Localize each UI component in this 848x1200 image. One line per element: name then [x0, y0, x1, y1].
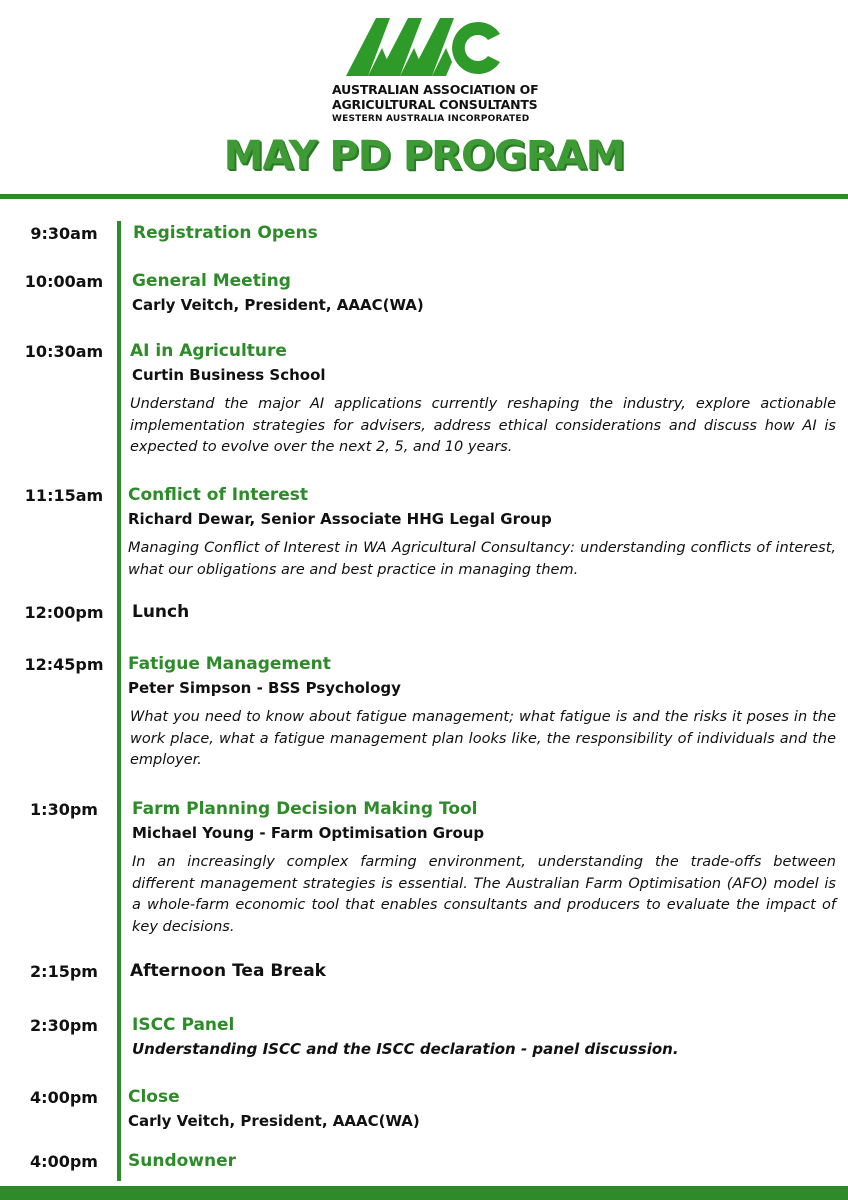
item-title: AI in Agriculture [130, 341, 287, 361]
footer-bar [0, 1186, 848, 1200]
time-label: 4:00pm [30, 1152, 98, 1171]
time-label: 1:30pm [30, 800, 98, 819]
item-presenter: Carly Veitch, President, AAAC(WA) [132, 296, 424, 314]
schedule-item-sundowner [128, 1150, 834, 1172]
item-title: Farm Planning Decision Making Tool [132, 799, 478, 819]
item-presenter: Michael Young - Farm Optimisation Group [132, 824, 485, 842]
time-label: 4:00pm [30, 1088, 98, 1107]
item-presenter: Curtin Business School [132, 366, 326, 384]
item-title: Fatigue Management [128, 654, 331, 674]
schedule-item-close [128, 1086, 834, 1132]
schedule-item-conflict-of-interest [128, 484, 836, 581]
org-name-line-1: AUSTRALIAN ASSOCIATION OF [332, 82, 539, 97]
time-label: 11:15am [24, 486, 104, 505]
schedule-item-general-meeting [132, 270, 838, 316]
time-label: 2:15pm [30, 962, 98, 981]
item-title: Afternoon Tea Break [130, 961, 326, 981]
item-presenter: Carly Veitch, President, AAAC(WA) [128, 1112, 420, 1130]
time-label: 12:00pm [24, 603, 104, 622]
time-label: 2:30pm [30, 1016, 98, 1035]
item-description: What you need to know about fatigue management; what fatigue is and the risks it poses in the work place, what a fatigue management plan looks like, the responsibility of individuals and the employer. [130, 709, 836, 768]
time-label: 9:30am [30, 224, 98, 243]
aaac-logo [338, 12, 518, 78]
item-presenter: Peter Simpson - BSS Psychology [128, 679, 401, 697]
org-name-line-3: WESTERN AUSTRALIA INCORPORATED [332, 114, 530, 124]
schedule-item-fatigue-management [128, 653, 836, 772]
header [0, 0, 848, 195]
item-title: Conflict of Interest [128, 485, 309, 505]
schedule-item-afternoon-tea [130, 960, 836, 982]
time-label: 12:45pm [24, 655, 104, 674]
time-label: 10:30am [24, 342, 104, 361]
timeline-line [117, 221, 121, 1181]
item-description: Understand the major AI applications currently reshaping the industry, explore actionable implementation strategies for advisers, address ethical considerations and discuss how AI is expected to evolve over the next 2, 5, and 10 years. [130, 396, 836, 455]
item-title: Registration Opens [133, 223, 318, 243]
item-title: General Meeting [132, 271, 291, 291]
schedule-item-lunch [132, 601, 838, 623]
header-divider [0, 194, 848, 199]
item-title: ISCC Panel [132, 1015, 235, 1035]
schedule-item-iscc-panel [132, 1014, 838, 1060]
item-description: Managing Conflict of Interest in WA Agricultural Consultancy: understanding conflicts of interest, what our obligations are and best practice in managing them. [128, 540, 836, 578]
schedule-item-farm-planning [132, 798, 836, 938]
schedule-item-registration [133, 222, 839, 244]
org-name-line-2: AGRICULTURAL CONSULTANTS [332, 97, 538, 112]
item-description: In an increasingly complex farming environment, understanding the trade-offs between different management strategies is essential. The Australian Farm Optimisation (AFO) model is a whole-farm economic tool that enables consultants and producers to evaluate the impact of key decisions. [132, 854, 836, 935]
item-presenter: Richard Dewar, Senior Associate HHG Legal Group [128, 510, 552, 528]
time-label: 10:00am [24, 272, 104, 291]
schedule-item-ai-agriculture [130, 340, 836, 459]
item-title: Sundowner [128, 1151, 237, 1171]
page-title: MAY PD PROGRAM [223, 133, 625, 179]
item-title: Close [128, 1087, 180, 1107]
item-title: Lunch [132, 602, 190, 622]
item-presenter: Understanding ISCC and the ISCC declaration - panel discussion. [132, 1040, 679, 1058]
